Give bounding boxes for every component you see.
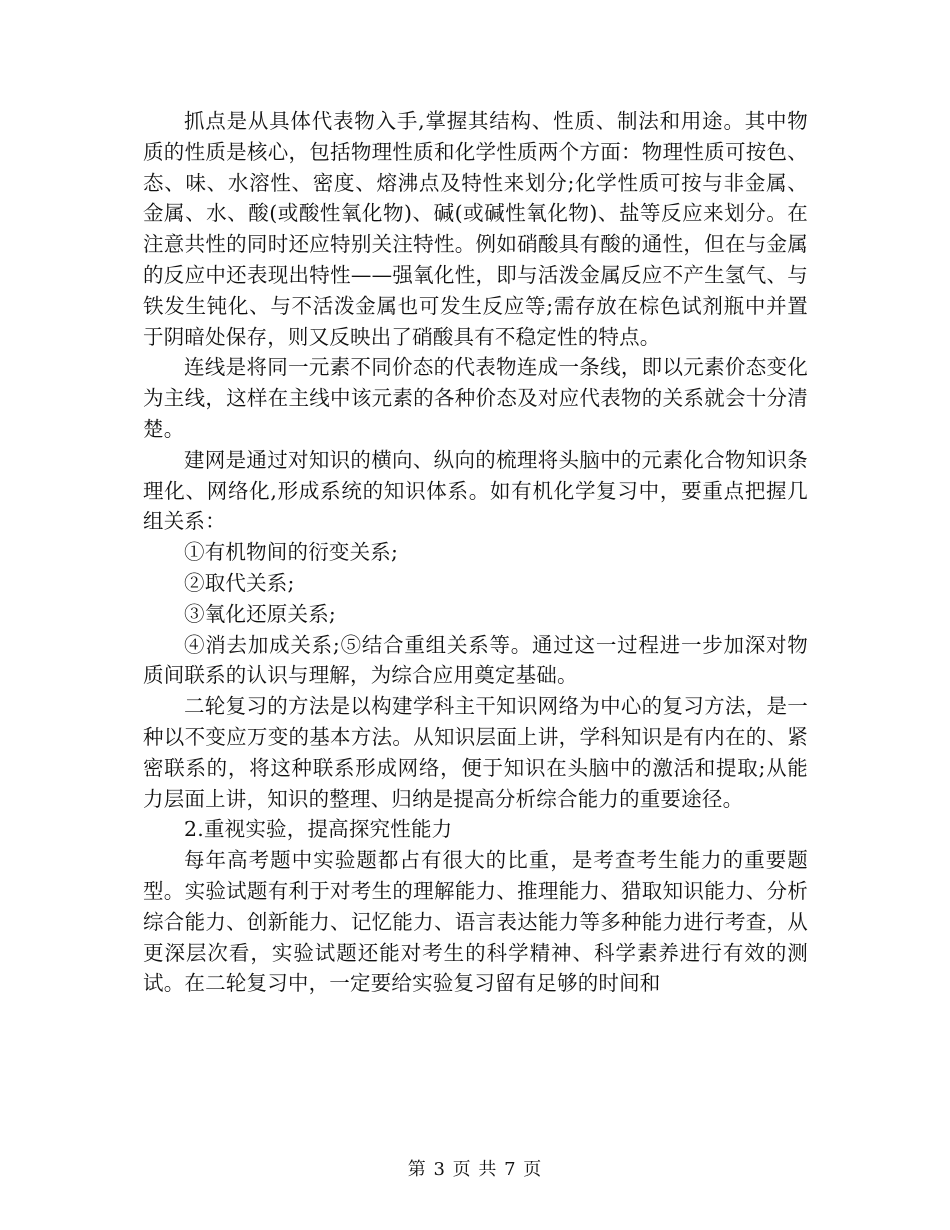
- list-item-redox: ③氧化还原关系;: [184, 601, 337, 626]
- paragraph-experiments: 每年高考题中实验题都占有很大的比重，是考查考生能力的重要题型。实验试题有利于对考生的理解能力、推理能力、猎取知识能力、分析综合能力、创新能力、记忆能力、语言表达能力等多种能力进行考查，从更深层次看，实验试题还能对考生的科学精神、科学素养进行有效的测试。在二轮复习中，一定要给实验复习留有足够的时间和: [143, 848, 808, 996]
- list-item-elimination-addition: ④消去加成关系;⑤结合重组关系等。通过这一过程进一步加深对物质间联系的认识与理解，为综合应用奠定基础。: [143, 632, 808, 688]
- page-footer: [0, 1158, 950, 1182]
- paragraph-grasp-points: 抓点是从具体代表物入手,掌握其结构、性质、制法和用途。其中物质的性质是核心，包括物理性质和化学性质两个方面：物理性质可按色、态、味、水溶性、密度、熔沸点及特性来划分;化学性质可按与非金属、金属、水、酸(或酸性氧化物)、碱(或碱性氧化物)、盐等反应来划分。在注意共性的同时还应特别关注特性。例如硝酸具有酸的通性，但在与金属的反应中还表现出特性——强氧化性，即与活泼金属反应不产生氢气、与铁发生钝化、与不活泼金属也可发生反应等;需存放在棕色试剂瓶中并置于阴暗处保存，则又反映出了硝酸具有不稳定性的特点。: [143, 109, 808, 349]
- section-heading-experiments: 2.重视实验，提高探究性能力: [184, 817, 453, 842]
- list-item-derivation: ①有机物间的衍变关系;: [184, 540, 399, 565]
- body-text: [143, 106, 808, 999]
- list-item-substitution: ②取代关系;: [184, 570, 295, 595]
- paragraph-build-network: 建网是通过对知识的横向、纵向的梳理将头脑中的元素化合物知识条理化、网络化,形成系统的知识体系。如有机化学复习中，要重点把握几组关系：: [143, 447, 808, 534]
- paragraph-review-method: 二轮复习的方法是以构建学科主干知识网络为中心的复习方法，是一种以不变应万变的基本方法。从知识层面上讲，学科知识是有内在的、紧密联系的，将这种联系形成网络，便于知识在头脑中的激活和提取;从能力层面上讲，知识的整理、归纳是提高分析综合能力的重要途径。: [143, 694, 808, 811]
- page-number: 第 3 页 共 7 页: [407, 1159, 543, 1180]
- paragraph-connect-lines: 连线是将同一元素不同价态的代表物连成一条线，即以元素价态变化为主线，这样在主线中该元素的各种价态及对应代表物的关系就会十分清楚。: [143, 355, 808, 441]
